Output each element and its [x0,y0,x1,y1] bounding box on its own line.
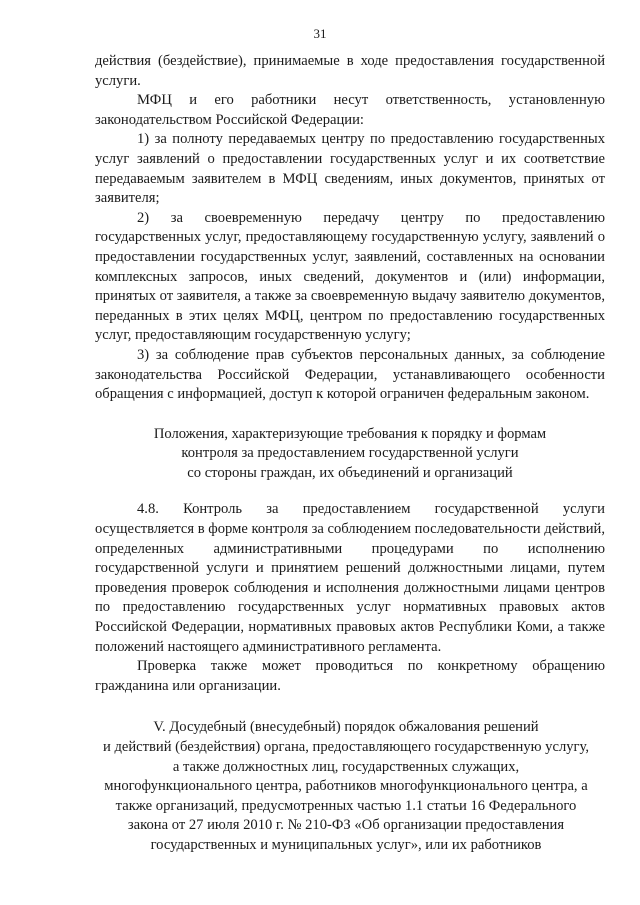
paragraph-inspection: Проверка также может проводиться по конкретному обращению гражданина или организации. [95,658,605,694]
heading-line: закона от 27 июля 2010 г. № 210-ФЗ «Об организации предоставления [127,817,565,834]
paragraph-4-8: 4.8. Контроль за предоставлением государственной услуги осуществляется в форме контроля за соблюдением последовательности действий, определенных административными процедурами по исполнению государственной услуги и принятием решений должностными лицами, путем проведения проверок соблюдения и исполнения должностными лицами центров по предоставлению государственных услуг нормативных правовых актов Российской Федерации, нормативных правовых актов Республики Коми, а также положений настоящего административного регламента. [95,501,605,655]
document-body [95,52,605,856]
heading-line: также организаций, предусмотренных частью 1.1 статьи 16 Федерального [115,797,577,814]
spacer [95,696,605,718]
heading-line: а также должностных лиц, государственных служащих, [172,758,520,775]
heading-line: Положения, характеризующие требования к порядку и формам [153,425,547,442]
list-item-3: 3) за соблюдение прав субъектов персональных данных, за соблюдение законодательства Российской Федерации, устанавливающего особенности обращения с информацией, доступ к которой ограничен федеральным законом. [95,346,605,403]
page-number: 31 [313,26,327,41]
paragraph-continuation: действия (бездействие), принимаемые в ходе предоставления государственной услуги. [95,53,605,89]
heading-line: государственных и муниципальных услуг», или их работников [150,836,542,853]
heading-line: контроля за предоставлением государственной услуги [181,445,519,462]
list-item-2: 2) за своевременную передачу центру по предоставлению государственных услуг, предоставляющему государственную услугу, заявлений о предоставлении государственных услуг, заявлений, составленных на основании комплексных запросов, иных сведений, документов и (или) информации, принятых от заявителя, а также за своевременную выдачу заявителю документов, переданных в этих целях МФЦ, центром по предоставлению государственных услуг, предоставляющим государственную услугу; [95,209,605,344]
spacer [95,405,605,425]
heading-line: и действий (бездействия) органа, предоставляющего государственную услугу, [102,739,589,755]
heading-line: многофункционального центра, работников многофункционального центра, а [104,778,588,795]
section-heading-appeal [81,718,611,855]
heading-line: V. Досудебный (внесудебный) порядок обжалования решений [153,719,539,736]
paragraph-mfc-responsibility: МФЦ и его работники несут ответственность, установленную законодательством Российской Федерации: [95,92,605,128]
list-item-1: 1) за полноту передаваемых центру по предоставлению государственных услуг заявлений о предоставлении государственных услуг и их соответствие передаваемым заявителем в МФЦ сведениям, иных документов, принятых от заявителя; [95,131,605,207]
section-heading-control [95,425,605,484]
heading-line: со стороны граждан, их объединений и организаций [187,464,513,481]
spacer [95,483,605,500]
